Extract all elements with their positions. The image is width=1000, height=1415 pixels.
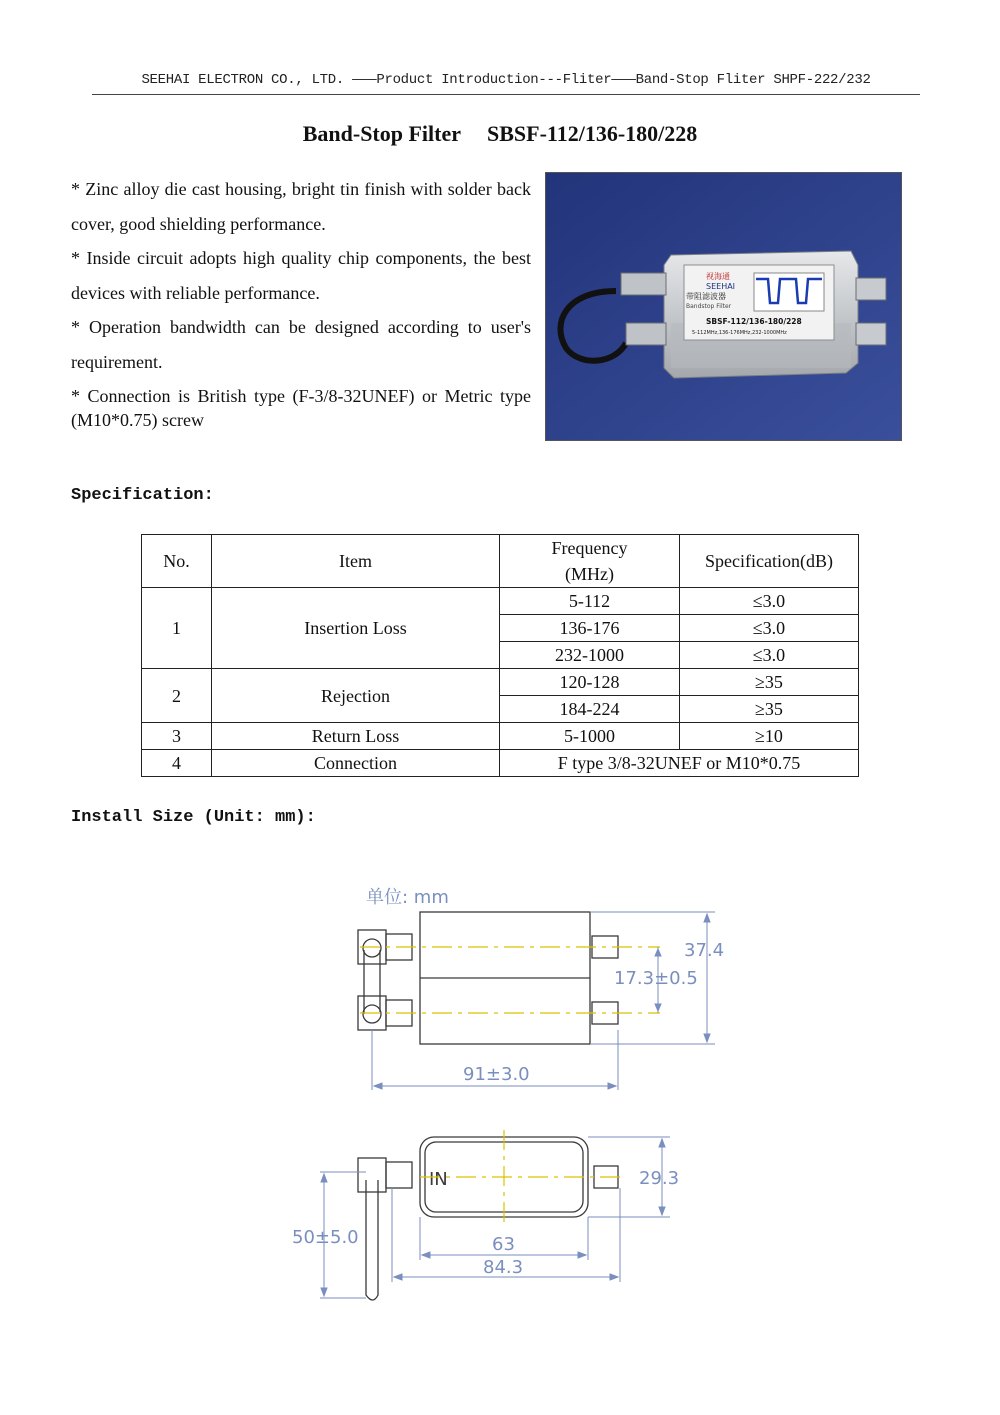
cell-spec: ≤3.0 — [680, 642, 859, 669]
cell-no: 4 — [142, 750, 212, 777]
table-row — [142, 723, 859, 750]
table-row — [142, 750, 859, 777]
document-title — [0, 121, 1000, 147]
cell-frequency: 5-112 — [500, 588, 680, 615]
header-frequency — [500, 535, 680, 588]
install-drawing — [280, 880, 725, 1310]
header-frequency-line2: (MHz) — [565, 564, 614, 584]
spec-table — [141, 534, 859, 777]
product-photo-drawing — [546, 173, 901, 440]
feature-list — [71, 172, 531, 432]
cell-item: Insertion Loss — [212, 588, 500, 669]
cell-frequency: 184-224 — [500, 696, 680, 723]
cell-spec: ≥35 — [680, 669, 859, 696]
cell-frequency: 136-176 — [500, 615, 680, 642]
install-heading: Install Size (Unit: mm): — [71, 808, 316, 827]
unit-label: 单位: mm — [366, 887, 449, 908]
table-header-row — [142, 535, 859, 588]
product-photo — [545, 172, 902, 441]
in-label: IN — [429, 1169, 448, 1190]
cell-frequency: 5-1000 — [500, 723, 680, 750]
connector-left-top — [621, 273, 666, 295]
cell-no: 3 — [142, 723, 212, 750]
dim-total: 84.3 — [483, 1257, 524, 1278]
header-spec: Specification(dB) — [680, 535, 859, 588]
cell-item: Return Loss — [212, 723, 500, 750]
dim-length: 91±3.0 — [463, 1064, 530, 1085]
header-text: SEEHAI ELECTRON CO., LTD. ———Product Introduction---Fliter———Band-Stop Fliter SHPF-222/232 — [141, 72, 871, 88]
cable-side-view — [366, 1180, 378, 1300]
dim-cable: 50±5.0 — [292, 1227, 359, 1248]
dim-body: 63 — [492, 1234, 515, 1255]
header-rule — [92, 94, 920, 95]
cell-no: 1 — [142, 588, 212, 669]
label-type: Bandstop Filter — [686, 303, 732, 310]
label-type-cn: 带阻滤波器 — [686, 292, 726, 301]
dim-spacing: 17.3±0.5 — [614, 968, 698, 989]
feature-item: * Operation bandwidth can be designed according to user's requirement. — [71, 317, 531, 372]
cell-connection-value: F type 3/8-32UNEF or M10*0.75 — [500, 750, 859, 777]
title-model: SBSF-112/136-180/228 — [487, 121, 698, 146]
title-label: Band-Stop Filter — [302, 121, 462, 146]
cell-no: 2 — [142, 669, 212, 723]
side-left-connector — [358, 1158, 386, 1192]
table-row — [142, 588, 859, 615]
feature-item: * Connection is British type (F-3/8-32UNEF) or Metric type (M10*0.75) screw — [71, 386, 531, 430]
label-brand-cn: 视海通 — [706, 272, 730, 281]
feature-item: * Zinc alloy die cast housing, bright tin finish with solder back cover, good shielding performance. — [71, 179, 531, 234]
dimensions-top — [372, 912, 715, 1090]
dim-side-height: 29.3 — [639, 1168, 680, 1189]
cell-spec: ≤3.0 — [680, 615, 859, 642]
header-no: No. — [142, 535, 212, 588]
label-bands: 5-112MHz,136-176MHz,232-1000MHz — [692, 330, 787, 336]
cell-frequency: 232-1000 — [500, 642, 680, 669]
cell-spec: ≤3.0 — [680, 588, 859, 615]
connector-right-top — [856, 278, 886, 300]
spec-heading: Specification: — [71, 486, 214, 505]
dim-height: 37.4 — [684, 940, 725, 961]
cell-frequency: 120-128 — [500, 669, 680, 696]
label-brand: SEEHAI — [706, 282, 736, 291]
cell-spec: ≥10 — [680, 723, 859, 750]
header-item: Item — [212, 535, 500, 588]
label-model: SBSF-112/136-180/228 — [706, 317, 802, 326]
feature-item: * Inside circuit adopts high quality chip components, the best devices with reliable performance. — [71, 248, 531, 303]
header-frequency-line1: Frequency — [551, 538, 628, 558]
connector-right-bottom — [856, 323, 886, 345]
cell-item: Rejection — [212, 669, 500, 723]
top-view — [358, 912, 618, 1044]
connector-left-bottom — [626, 323, 666, 345]
cell-spec: ≥35 — [680, 696, 859, 723]
cell-item: Connection — [212, 750, 500, 777]
table-row — [142, 669, 859, 696]
